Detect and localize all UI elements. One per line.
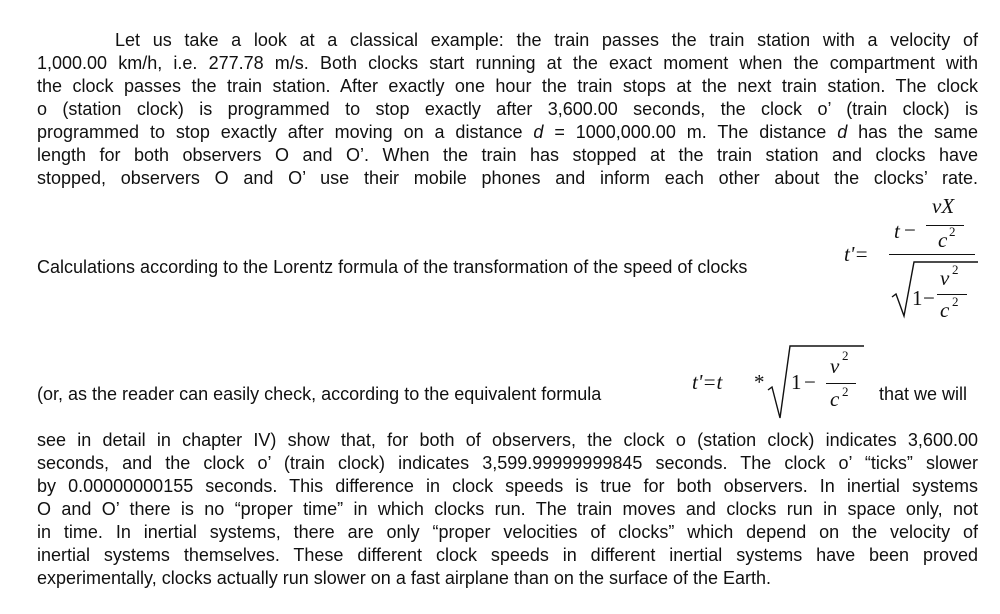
text-line: length for both observers O and O’. When the train has stopped at the train station and clocks have: [37, 145, 978, 165]
text-line: the clock passes the train station. After exactly one hour the train stops at the next train station. The clock: [37, 76, 978, 96]
main-fraction-bar: [889, 254, 975, 255]
calc-sentence: [37, 256, 747, 279]
formula-exponent: 2: [949, 224, 956, 239]
paragraph-intro: [37, 29, 978, 190]
text-line: seconds, and the clock o’ (train clock) indicates 3,599.99999999845 seconds. The clock o’ “ticks” slower: [37, 453, 978, 473]
text-line: [37, 121, 978, 144]
formula-c: c: [830, 387, 840, 411]
text-line: in time. In inertial systems, there are only “proper velocities of clocks” which depend on the velocity of: [37, 522, 978, 542]
text-line: experimentally, clocks actually run slower on a fast airplane than on the surface of the Earth.: [37, 568, 772, 588]
text-line: by 0.00000000155 seconds. This difference in clock speeds is true for both observers. In inertial systems: [37, 476, 978, 496]
formula-one: 1: [912, 286, 923, 310]
formula-exponent: 2: [842, 384, 849, 399]
text-line: 1,000.00 km/h, i.e. 277.78 m/s. Both clocks start running at the exact moment when the compartment with: [37, 53, 978, 73]
formula-star: *: [754, 370, 765, 394]
text-line: inertial systems themselves. These different clock speeds in different inertial systems have been proved: [37, 545, 978, 565]
text-line: Calculations according to the Lorentz formula of the transformation of the speed of clocks: [37, 257, 748, 277]
radicand-fraction-bar: [826, 383, 856, 384]
or-sentence: [37, 383, 601, 406]
formula-lhs: t'=t: [692, 370, 723, 394]
formula-minus: −: [804, 370, 816, 394]
formula-t: t: [894, 219, 900, 243]
variable-d: d: [533, 122, 544, 142]
formula-v: v: [940, 266, 950, 290]
formula-vx: vX: [932, 194, 955, 218]
radical-sign: [890, 260, 980, 320]
inner-fraction-bar: [926, 225, 964, 226]
formula-exponent: 2: [842, 348, 849, 363]
text-segment: has the same: [847, 122, 978, 142]
text-segment: = 1000,000.00 m. The distance: [543, 122, 838, 142]
equivalent-formula: [690, 342, 870, 422]
formula-minus: −: [904, 218, 916, 242]
text-line: stopped, observers O and O’ use their mobile phones and inform each other about the clocks’ rate.: [37, 168, 978, 188]
variable-d: d: [837, 122, 848, 142]
that-we-will: that we will: [879, 384, 968, 404]
formula-exponent: 2: [952, 294, 959, 309]
text-line: o (station clock) is programmed to stop exactly after 3,600.00 seconds, the clock o’ (train clock) is: [37, 99, 978, 119]
formula-c: c: [938, 228, 948, 252]
radical-sign: [766, 344, 866, 420]
formula-exponent: 2: [952, 262, 959, 277]
lorentz-formula: [842, 190, 982, 335]
text-line: (or, as the reader can easily check, according to the equivalent formula: [37, 384, 602, 404]
formula-c: c: [940, 298, 950, 322]
formula-one: 1: [791, 370, 802, 394]
text-line: Let us take a look at a classical example: the train passes the train station with a velocity of: [115, 30, 978, 50]
text-segment: programmed to stop exactly after moving on a distance: [37, 122, 534, 142]
formula-lhs: t'=: [844, 242, 869, 266]
text-line: O and O’ there is no “proper time” in which clocks run. The train moves and clocks run in space only, not: [37, 499, 978, 519]
formula-minus: −: [923, 286, 935, 310]
paragraph-result: [37, 429, 978, 590]
formula-v: v: [830, 354, 840, 378]
text-line: see in detail in chapter IV) show that, for both of observers, the clock o (station clock) indicates 3,600.00: [37, 430, 978, 450]
